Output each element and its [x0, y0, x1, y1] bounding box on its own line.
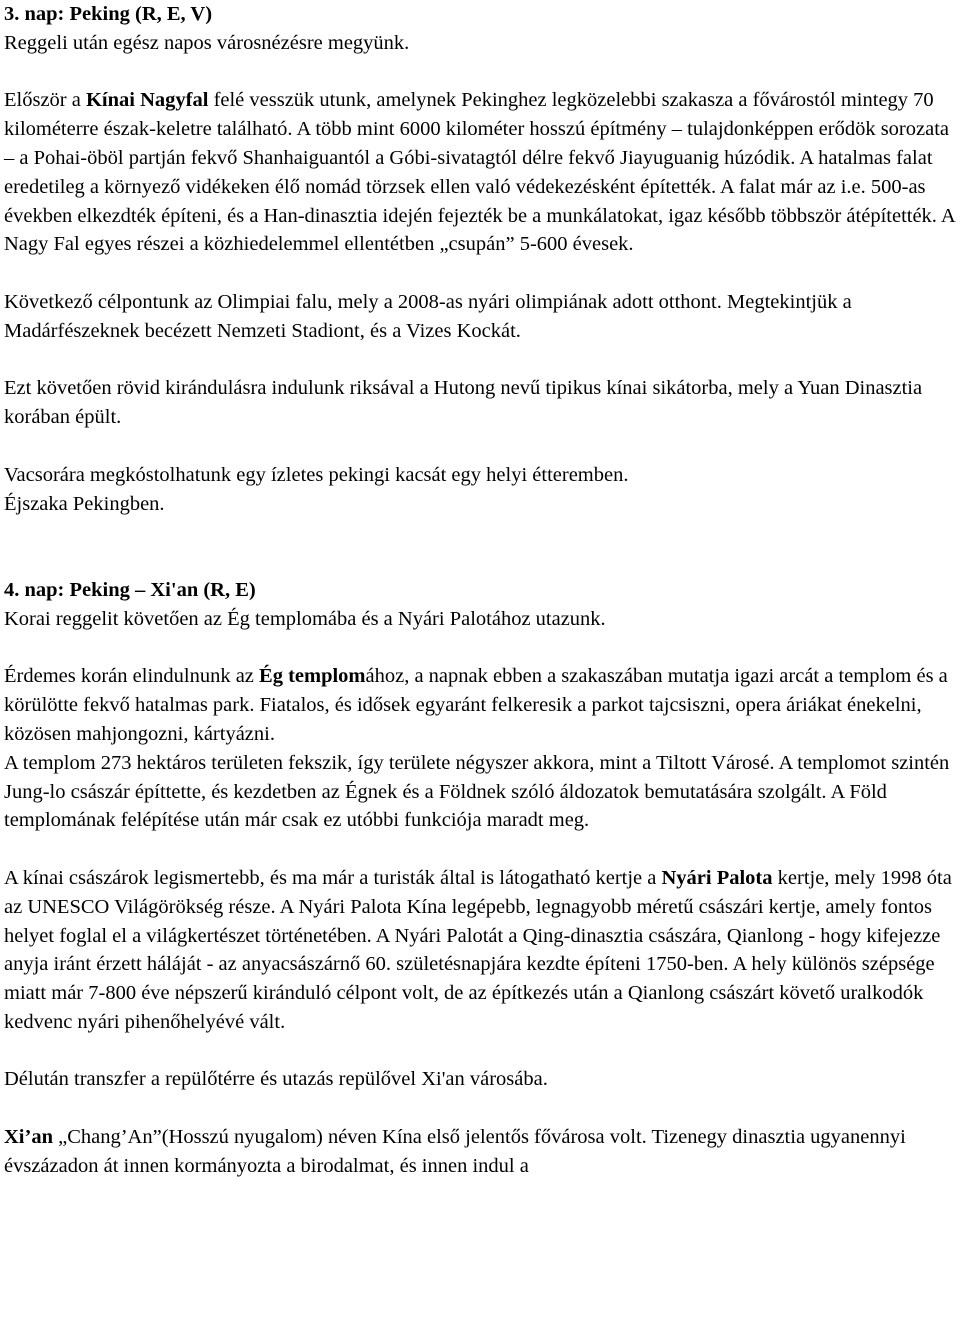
great-wall-paragraph: Először a Kínai Nagyfal felé vesszük utunk, amelynek Pekinghez legközelebbi szakasza a fővárostól mintegy 70 kilométerre észak-keletre található. A több mint 6000 kilométer hosszú építmény – tulajdonképpen erődök sorozata – a Pohai-öböl partján fekvő Shanhaiguantól a Góbi-sivatagtól délre fekvő Jiayuguanig húzódik. A hatalmas falat eredetileg a környező vidékeken élő nomád törzsek ellen való védekezésként építették. A falat már az i.e. 500-as években elkezdték építeni, és a Han-dinasztia idején fejezték be a munkálatokat, igaz később többször átépítették. A Nagy Fal egyes részei a közhiedelemmel ellentétben „csupán” 5-600 évesek. [4, 89, 955, 256]
xian-paragraph: Xi’an „Chang’An”(Hosszú nyugalom) néven Kína első jelentős fővárosa volt. Tizenegy dinasztia ugyanennyi évszázadon át innen kormányozta a birodalmat, és innen indul a [4, 1126, 906, 1177]
olympic-village-paragraph: Következő célpontunk az Olimpiai falu, mely a 2008-as nyári olimpiának adott otthont. Megtekintjük a Madárfészeknek becézett Nemzeti Stadiont, és a Vizes Kockát. [4, 290, 852, 342]
dinner-line: Vacsorára megkóstolhatunk egy ízletes pekingi kacsát egy helyi étteremben. [4, 463, 629, 486]
document-page [4, 0, 958, 1181]
day4-intro: Korai reggelit követően az Ég templomába és a Nyári Palotához utazunk. [4, 607, 606, 630]
temple-area-paragraph: A templom 273 hektáros területen fekszik, így területe négyszer akkora, mint a Tiltott Városé. A templomot szintén Jung-lo császár építtette, és kezdetben az Égnek és a Földnek szóló áldozatok bemutatására szolgált. A Föld templomának felépítése után már csak ez utóbbi funkciója maradt meg. [4, 751, 950, 832]
temple-of-heaven-term: Ég templom [259, 665, 366, 688]
summer-palace-term: Nyári Palota [661, 866, 773, 889]
transfer-line: Délután transzfer a repülőtérre és utazás repülővel Xi'an városába. [4, 1068, 548, 1091]
summer-palace-paragraph: A kínai császárok legismertebb, és ma már a turisták által is látogatható kertje a Nyári Palota kertje, mely 1998 óta az UNESCO Világörökség része. A Nyári Palota Kína legépebb, legnagyobb méretű császári kertje, amely fontos helyet foglal el a világkertészet történetében. A Nyári Palotát a Qing-dinasztia császára, Qianlong - hogy kifejezze anyja iránt érzett háláját - az anyacsászárnő 60. születésnapjára kezdte építeni 1750-ben. A hely különös szépsége miatt már 7-800 éve népszerű kiránduló célpont volt, de az építkezés után a Qianlong császárt követő uralkodók kedvenc nyári pihenőhelyévé vált. [4, 866, 952, 1033]
great-wall-term: Kínai Nagyfal [85, 89, 209, 112]
night-line: Éjszaka Pekingben. [4, 492, 165, 515]
day3-intro: Reggeli után egész napos városnézésre megyünk. [4, 31, 410, 54]
hutong-paragraph: Ezt követően rövid kirándulásra indulunk riksával a Hutong nevű tipikus kínai sikátorba, mely a Yuan Dinasztia korában épült. [4, 377, 923, 429]
day4-heading: 4. nap: Peking – Xi'an (R, E) [4, 578, 256, 601]
xian-term: Xi’an [4, 1126, 53, 1149]
temple-of-heaven-paragraph: Érdemes korán elindulnunk az Ég templomához, a napnak ebben a szakaszában mutatja igazi arcát a templom és a körülötte fekvő hatalmas park. Fiatalos, és idősek egyaránt felkeresik a parkot tajcsiszni, opera áriákat énekelni, közösen mahjongozni, kártyázni. [4, 665, 948, 745]
day3-heading: 3. nap: Peking (R, E, V) [4, 3, 213, 25]
